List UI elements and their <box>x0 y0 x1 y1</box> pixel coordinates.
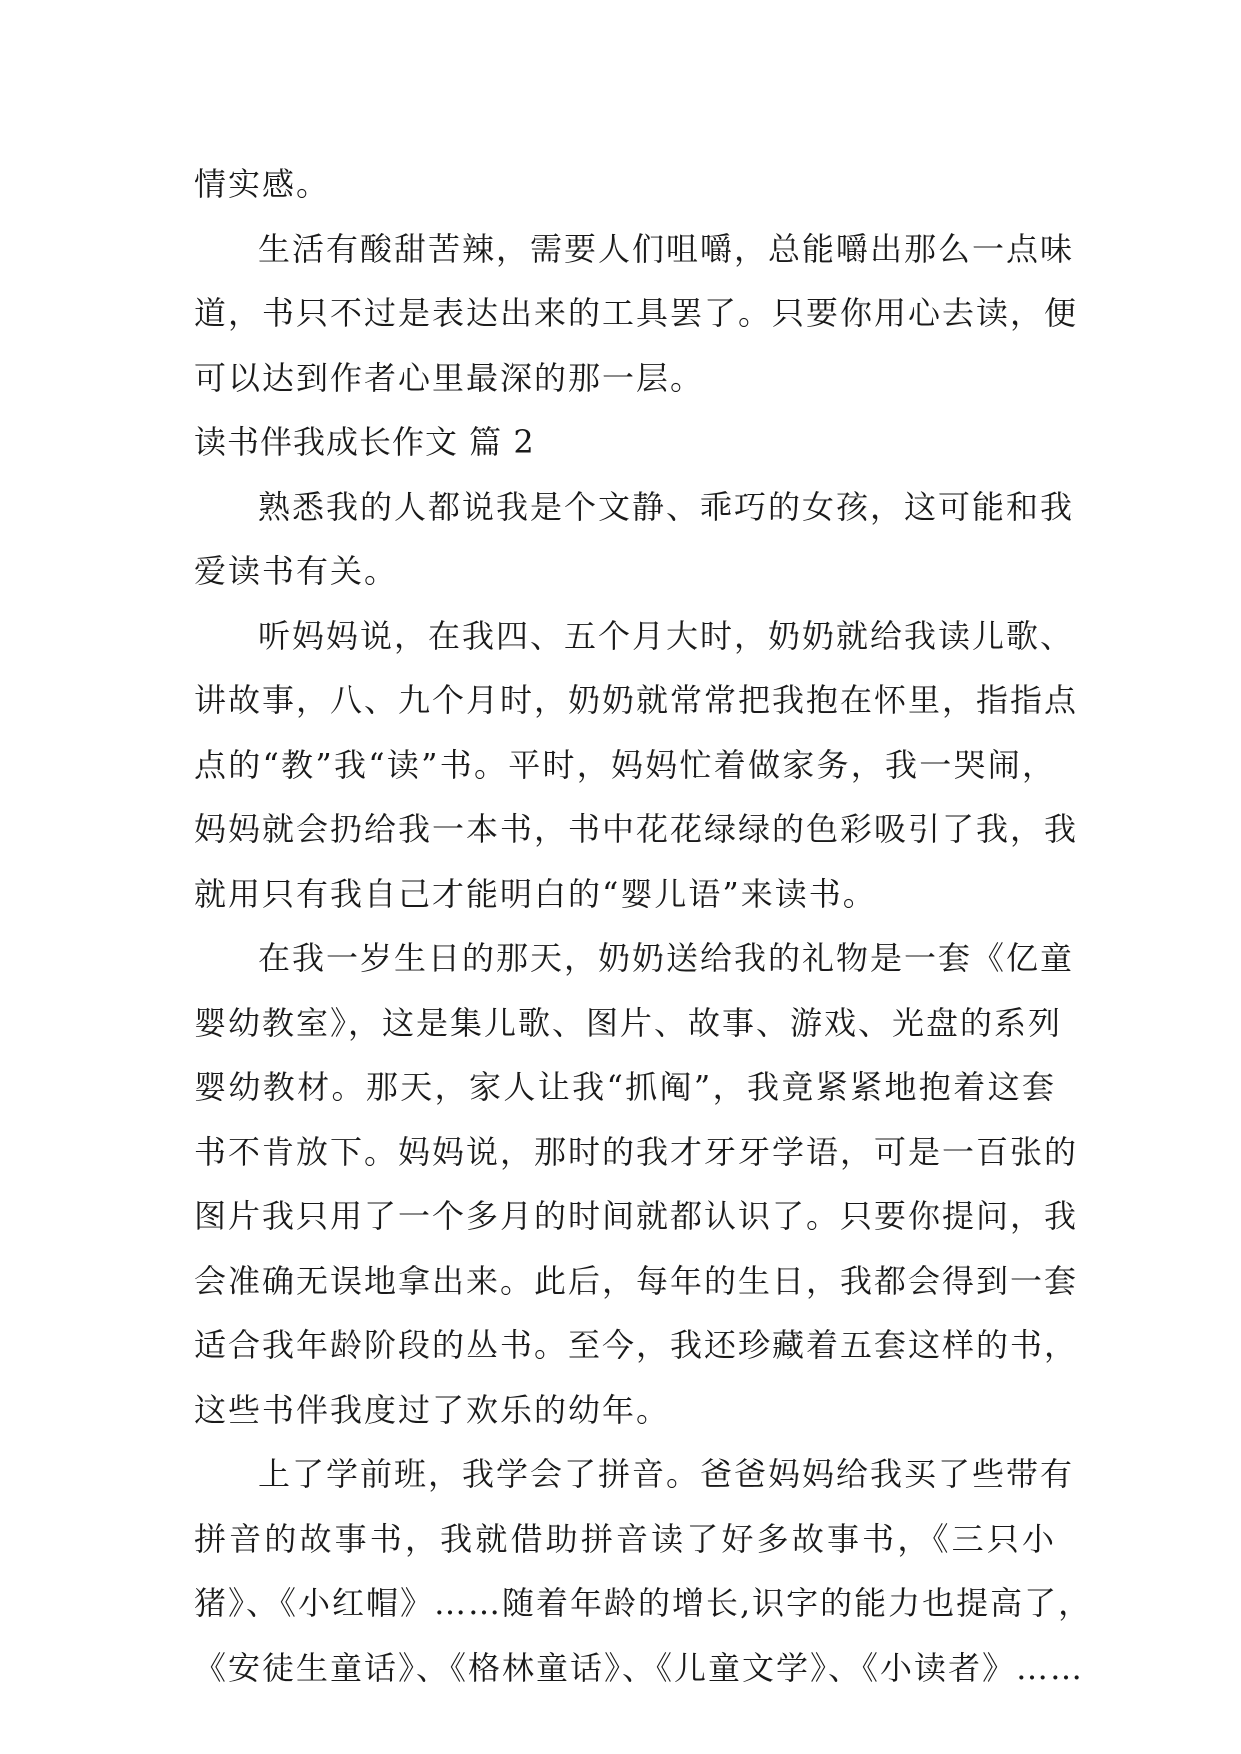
text-line: 点的“教”我“读”书。平时，妈妈忙着做家务，我一哭闹， <box>194 745 1056 784</box>
section-heading: 读书伴我成长作文 篇 2 <box>194 423 535 461</box>
text-line: 婴幼教室》，这是集儿歌、图片、故事、游戏、光盘的系列 <box>194 1003 1063 1042</box>
text-line: 道，书只不过是表达出来的工具罢了。只要你用心去读，便 <box>194 294 1079 332</box>
text-line: 拼音的故事书，我就借助拼音读了好多故事书，《三只小 <box>194 1519 1056 1558</box>
text-line: 爱读书有关。 <box>194 552 399 590</box>
text-line: 书不肯放下。妈妈说，那时的我才牙牙学语，可是一百张的 <box>194 1132 1079 1171</box>
text-line: 《安徒生童话》、《格林童话》、《儿童文学》、《小读者》…… <box>194 1648 1085 1687</box>
text-line: 上了学前班，我学会了拼音。爸爸妈妈给我买了些带有 <box>258 1455 1075 1493</box>
text-line: 熟悉我的人都说我是个文静、乖巧的女孩，这可能和我 <box>258 487 1075 526</box>
text-line: 听妈妈说，在我四、五个月大时，奶奶就给我读儿歌、 <box>258 616 1075 655</box>
text-line: 生活有酸甜苦辣，需要人们咀嚼，总能嚼出那么一点味 <box>258 229 1075 268</box>
essay-text <box>194 152 1093 1700</box>
text-line: 适合我年龄阶段的丛书。至今，我还珍藏着五套这样的书， <box>194 1326 1079 1364</box>
text-line: 这些书伴我度过了欢乐的幼年。 <box>194 1390 671 1429</box>
text-line: 图片我只用了一个多月的时间就都认识了。只要你提问，我 <box>194 1197 1079 1235</box>
text-line: 可以达到作者心里最深的那一层。 <box>194 358 705 397</box>
text-line: 讲故事，八、九个月时，奶奶就常常把我抱在怀里，指指点 <box>194 681 1079 719</box>
text-line: 婴幼教材。那天，家人让我“抓阄”，我竟紧紧地抱着这套 <box>194 1068 1056 1106</box>
text-line: 会准确无误地拿出来。此后，每年的生日，我都会得到一套 <box>194 1261 1079 1300</box>
text-line: 猪》、《小红帽》……随着年龄的增长,识字的能力也提高了， <box>194 1584 1093 1622</box>
text-line: 妈妈就会扔给我一本书，书中花花绿绿的色彩吸引了我，我 <box>194 810 1079 848</box>
text-line: 情实感。 <box>194 165 331 203</box>
text-line: 就用只有我自己才能明白的“婴儿语”来读书。 <box>194 874 877 913</box>
text-line: 在我一岁生日的那天，奶奶送给我的礼物是一套《亿童 <box>258 939 1075 977</box>
